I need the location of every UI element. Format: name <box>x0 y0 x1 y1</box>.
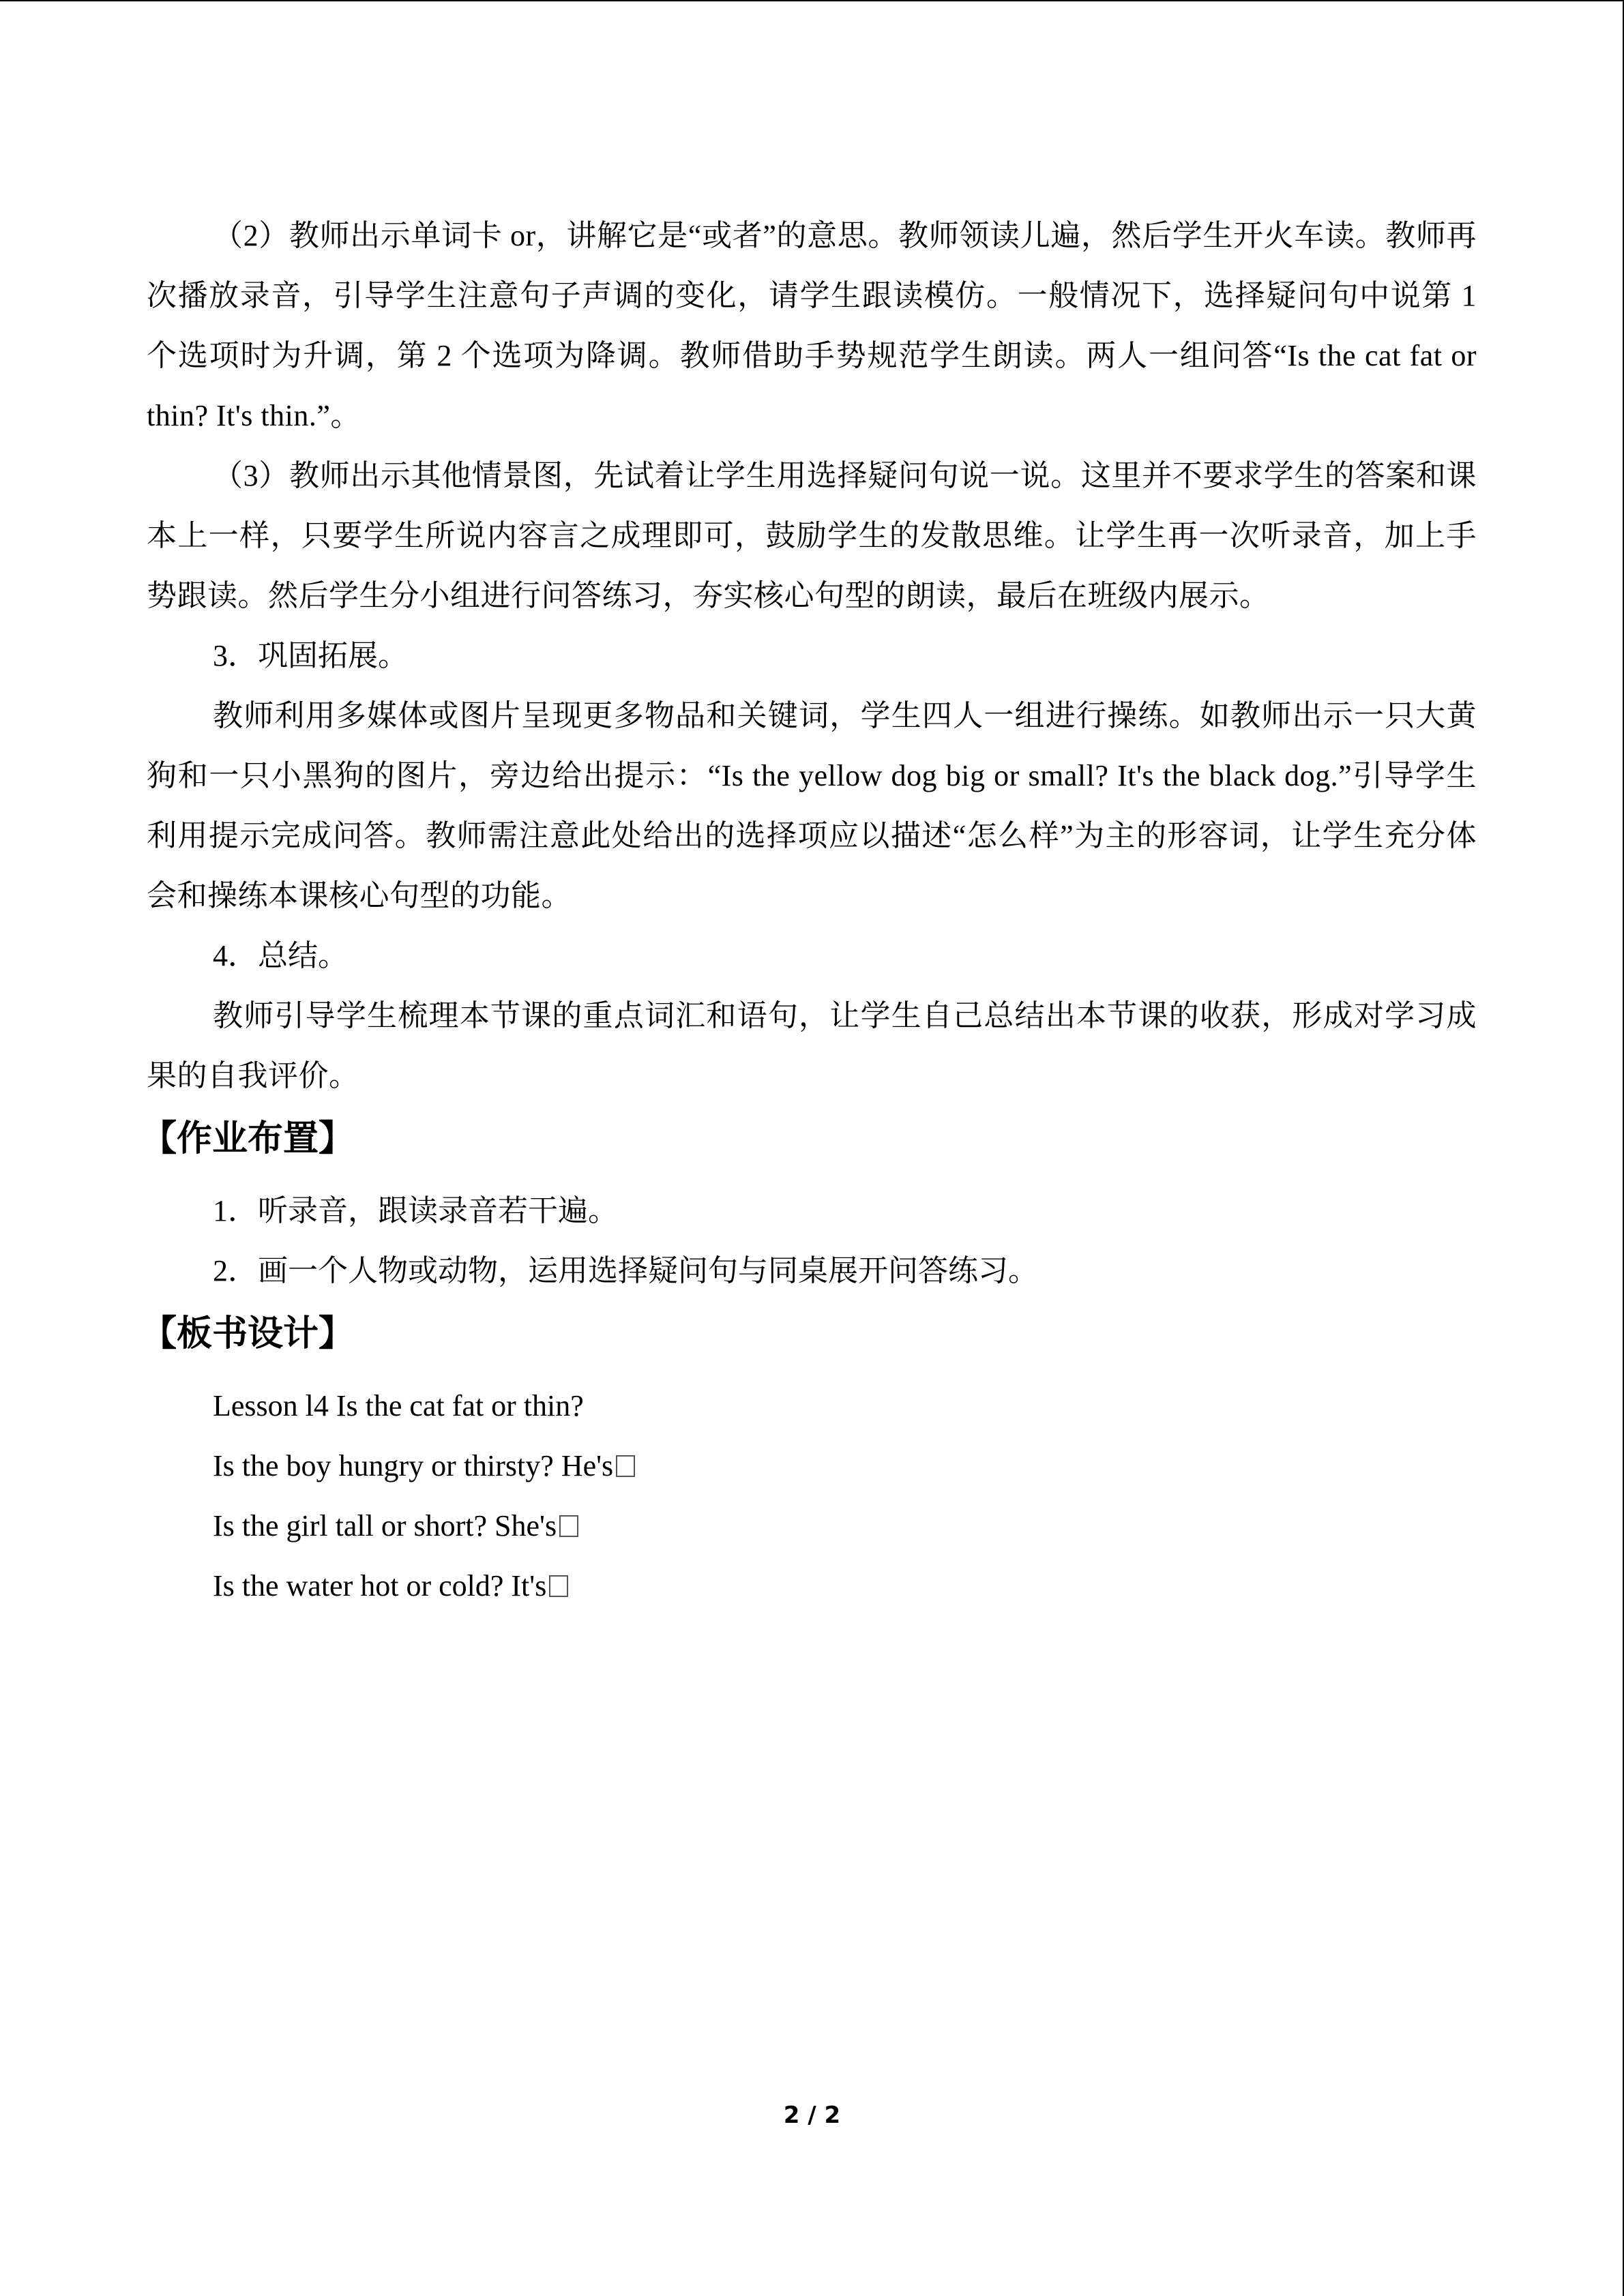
paragraph-step2-3: （3）教师出示其他情景图，先试着让学生用选择疑问句说一说。这里并不要求学生的答案和课本上一样，只要学生所说内容言之成理即可，鼓励学生的发散思维。让学生再一次听录音，加上手势跟读。然后学生分小组进行问答练习，夯实核心句型的朗读，最后在班级内展示。 <box>147 459 1477 612</box>
blank-box-icon <box>616 1455 635 1477</box>
homework-item: 2．画一个人物或动物，运用选择疑问句与同桌展开问答练习。 <box>213 1254 1038 1287</box>
page-number: 2 / 2 <box>783 2102 841 2129</box>
homework-item: 1．听录音，跟读录音若干遍。 <box>213 1194 618 1227</box>
paragraph-step2-2: （2）教师出示单词卡 or，讲解它是“或者”的意思。教师领读儿遍，然后学生开火车读。教师再次播放录音，引导学生注意句子声调的变化，请学生跟读模仿。一般情况下，选择疑问句中说第 1 个选项时为升调，第 2 个选项为降调。教师借助手势规范学生朗读。两人一组问答“Is the cat fat or thin? It's thin.”。 <box>147 219 1477 432</box>
board-line-text: Lesson l4 Is the cat fat or thin? <box>213 1389 584 1422</box>
board-line <box>213 1496 1477 1556</box>
board-line <box>213 1556 1477 1616</box>
step3-body: 教师利用多媒体或图片呈现更多物品和关键词，学生四人一组进行操练。如教师出示一只大黄狗和一只小黑狗的图片，旁边给出提示：“Is the yellow dog big or small? It's the black dog.”引导学生利用提示完成问答。教师需注意此处给出的选择项应以描述“怎么样”为主的形容词，让学生充分体会和操练本课核心句型的功能。 <box>147 699 1477 912</box>
board-design-title: 【板书设计】 <box>141 1313 355 1354</box>
step4-heading: 4．总结。 <box>213 939 348 972</box>
board-line <box>213 1436 1477 1496</box>
board-line-text: Is the girl tall or short? She's <box>213 1509 557 1542</box>
page-content <box>141 206 1477 1616</box>
board-line-text: Is the boy hungry or thirsty? He's <box>213 1449 614 1482</box>
step3-heading: 3．巩固拓展。 <box>213 639 408 672</box>
blank-box-icon <box>549 1575 568 1597</box>
board-line-text: Is the water hot or cold? It's <box>213 1569 547 1602</box>
homework-title: 【作业布置】 <box>141 1118 355 1159</box>
board-line-lesson-title <box>213 1376 1477 1436</box>
blank-box-icon <box>559 1515 578 1537</box>
board-design <box>213 1376 1477 1616</box>
step4-body: 教师引导学生梳理本节课的重点词汇和语句，让学生自己总结出本节课的收获，形成对学习成果的自我评价。 <box>147 999 1477 1092</box>
